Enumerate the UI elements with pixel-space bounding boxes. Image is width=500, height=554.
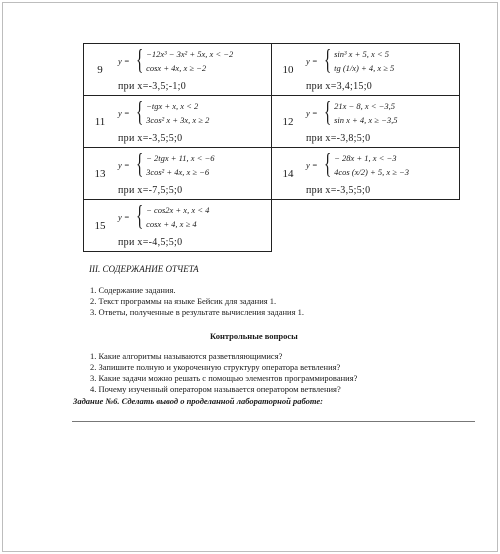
answer-values: при x=3,4;15;0 — [306, 81, 373, 92]
cases — [146, 153, 214, 177]
piecewise-formula — [118, 201, 210, 232]
piecewise-formula — [306, 45, 395, 76]
task-cell — [271, 95, 460, 148]
brace-symbol: { — [135, 45, 144, 76]
task-body — [116, 44, 271, 95]
task-number: 13 — [94, 167, 106, 180]
task-body — [304, 148, 459, 199]
task-number: 14 — [282, 167, 294, 180]
answer-line — [72, 421, 475, 422]
brace-symbol: { — [135, 201, 144, 232]
task-number: 12 — [282, 115, 294, 128]
y-equals: y = — [118, 160, 130, 170]
formula-case: tg (1/x) + 4, x ≥ 5 — [334, 63, 395, 73]
answer-values: при x=-3,5;5;0 — [118, 133, 183, 144]
y-equals: y = — [118, 212, 130, 222]
task-cell — [83, 43, 272, 96]
cases — [334, 101, 397, 125]
task6-heading: Задание №6. Сделать вывод о проделанной лабораторной работе: — [73, 396, 323, 406]
answer-values: при x=-7,5;5;0 — [118, 185, 183, 196]
formula-case: cosx + 4x, x ≥ −2 — [146, 63, 207, 73]
y-equals: y = — [306, 56, 318, 66]
piecewise-formula — [306, 149, 410, 180]
report-item: 3. Ответы, полученные в результате вычисления задания 1. — [90, 307, 304, 317]
formula-case: −12x³ − 3x² + 5x, x < −2 — [146, 49, 234, 59]
formula-case: − 28x + 1, x < −3 — [334, 153, 397, 163]
control-questions-title: Контрольные вопросы — [210, 331, 298, 341]
answer-values: при x=-3,5;-1;0 — [118, 81, 187, 92]
question-item: 1. Какие алгоритмы называются разветвляющимися? — [90, 351, 283, 361]
formula-case: sin³ x + 5, x < 5 — [334, 49, 389, 59]
formula-case: −tgx + x, x < 2 — [146, 101, 199, 111]
task-cell — [271, 43, 460, 96]
brace-symbol: { — [323, 45, 332, 76]
table-row — [83, 200, 462, 252]
formula-case: 3cos² + 4x, x ≥ −6 — [146, 167, 210, 177]
report-item: 1. Содержание задания. — [90, 285, 176, 295]
task-number: 9 — [97, 63, 103, 76]
task-number: 15 — [94, 219, 106, 232]
piecewise-formula — [118, 45, 234, 76]
task-cell — [83, 95, 272, 148]
piecewise-formula — [118, 149, 215, 180]
question-item: 4. Почему изученный оператором называется оператором ветвления? — [90, 384, 341, 394]
brace-symbol: { — [323, 149, 332, 180]
task-cell — [83, 199, 272, 252]
brace-symbol: { — [323, 97, 332, 128]
formula-case: 3cos² x + 3x, x ≥ 2 — [146, 115, 210, 125]
y-equals: y = — [306, 108, 318, 118]
task-number: 11 — [94, 115, 106, 128]
y-equals: y = — [118, 108, 130, 118]
cases — [146, 205, 209, 229]
table-row — [83, 96, 462, 148]
formula-case: 4cos (x/2) + 5, x ≥ −3 — [334, 167, 410, 177]
question-item: 3. Какие задачи можно решать с помощью элементов программирования? — [90, 373, 358, 383]
task-body — [116, 148, 271, 199]
formula-case: 21x − 8, x < −3,5 — [334, 101, 395, 111]
answer-values: при x=-3,5;5;0 — [306, 185, 371, 196]
section-title: III. СОДЕРЖАНИЕ ОТЧЕТА — [89, 264, 199, 274]
cases — [334, 49, 394, 73]
table-row — [83, 44, 462, 96]
brace-symbol: { — [135, 97, 144, 128]
piecewise-formula — [306, 97, 398, 128]
cases — [146, 101, 209, 125]
tasks-table — [83, 44, 462, 252]
formula-case: cosx + 4, x ≥ 4 — [146, 219, 197, 229]
question-item: 2. Запишите полную и укороченную структуру оператора ветвления? — [90, 362, 341, 372]
cases — [146, 49, 233, 73]
task-body — [116, 200, 271, 251]
report-item: 2. Текст программы на языке Бейсик для задания 1. — [90, 296, 277, 306]
cases — [334, 153, 409, 177]
task-cell — [271, 147, 460, 200]
y-equals: y = — [118, 56, 130, 66]
task-number: 10 — [282, 63, 294, 76]
task-body — [304, 44, 459, 95]
table-row — [83, 148, 462, 200]
task-body — [304, 96, 459, 147]
brace-symbol: { — [135, 149, 144, 180]
formula-case: sin x + 4, x ≥ −3,5 — [334, 115, 398, 125]
answer-values: при x=-3,8;5;0 — [306, 133, 371, 144]
task-cell — [83, 147, 272, 200]
formula-case: − 2tgx + 11, x < −6 — [146, 153, 215, 163]
answer-values: при x=-4,5;5;0 — [118, 237, 183, 248]
piecewise-formula — [118, 97, 210, 128]
task-body — [116, 96, 271, 147]
formula-case: − cos2x + x, x < 4 — [146, 205, 210, 215]
y-equals: y = — [306, 160, 318, 170]
